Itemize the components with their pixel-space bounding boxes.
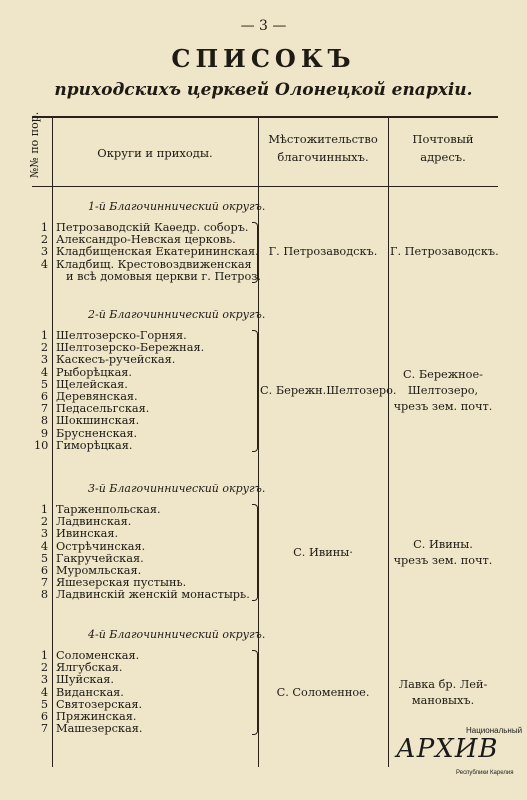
parish-name: Шуйская. (56, 673, 114, 687)
parish-name: Гиморѣцкая. (56, 438, 133, 452)
district-residence: С. Ивины· (293, 545, 353, 559)
watermark-main: АРХИВ (396, 734, 499, 764)
district-post-address (390, 367, 496, 415)
parish-name: Щелейская. (56, 377, 128, 391)
header-post: Почтовый адресъ. (412, 132, 474, 164)
parish-name: Тарженпольская. (56, 503, 161, 516)
watermark-bottom: Республики Карелия (456, 770, 514, 776)
col-divider-2 (258, 117, 259, 767)
parish-number: 3 (40, 527, 48, 541)
district-brace (252, 504, 258, 601)
post-address-line: С. Ивины. (413, 537, 473, 551)
parish-number: 10 (34, 438, 49, 452)
parish-name: Рыборѣцкая. (56, 365, 133, 379)
district-residence: Г. Петрозаводскъ. (268, 245, 378, 259)
parish-number: 2 (40, 341, 48, 355)
parish-number: 5 (40, 551, 48, 565)
post-address-line: Лавка бр. Лей- (398, 677, 488, 691)
post-address-line: чрезъ зем. почт. (393, 399, 493, 413)
parish-name: Шелтозерско-Горняя. (56, 329, 187, 342)
col-divider-1 (52, 117, 53, 767)
parish-name: Ялгубская. (56, 661, 123, 675)
parish-name: Петрозаводскій Каѳедр. соборъ. (56, 221, 249, 234)
parish-number: 2 (40, 233, 48, 247)
parish-name: Педасельгская. (56, 402, 150, 416)
watermark-top: Национальный (466, 726, 523, 735)
district-brace (252, 330, 258, 452)
page-number: — 3 — (240, 18, 287, 34)
parish-number: 2 (40, 515, 48, 529)
document-title: СПИСОКЪ (171, 44, 356, 73)
parish-name: Ивинская. (56, 527, 119, 541)
parish-name: Соломенская. (56, 649, 140, 662)
table-header-rule (32, 186, 498, 187)
post-address-line: Шелтозеро, (407, 383, 479, 397)
district-post-address (390, 537, 496, 569)
parish-number: 1 (40, 503, 48, 516)
parish-number: 6 (40, 710, 48, 723)
parish-number: 3 (40, 673, 48, 687)
parish-number: 7 (40, 402, 48, 416)
parish-number: 7 (40, 722, 48, 736)
parish-name: Шелтозерско-Бережная. (56, 341, 205, 355)
header-parishes: Округи и приходы. (97, 146, 213, 160)
parish-name: Виданская. (56, 685, 124, 699)
parish-name: Шокшинская. (56, 414, 140, 428)
parish-number: 7 (40, 576, 48, 590)
parish-number: 4 (40, 365, 48, 379)
header-number: №№ по пор. (28, 111, 41, 178)
post-address-line: мановыхъ. (411, 693, 475, 707)
post-address-line: Г. Петрозаводскъ. (390, 245, 499, 259)
parish-number: 3 (40, 245, 48, 259)
parish-number: 5 (40, 377, 48, 391)
table-top-rule (32, 116, 498, 118)
district-residence: С. Соломенное. (276, 685, 370, 699)
district-heading: 3-й Благочиннический округъ. (88, 482, 266, 495)
district-heading: 4-й Благочиннический округъ. (88, 628, 266, 641)
post-address-line: чрезъ зем. почт. (393, 553, 493, 567)
district-brace (252, 222, 258, 283)
parish-name: Гакручейская. (56, 551, 144, 565)
district-post-address (390, 677, 496, 709)
parish-name: Муромльская. (56, 564, 142, 577)
district-post-address (390, 244, 499, 260)
parish-name: Кладбищенская Екатерининская. (56, 245, 259, 259)
parish-name: Александро-Невская церковь. (56, 233, 236, 247)
parish-name: Святозерская. (56, 697, 143, 711)
parish-name: Ладвинская. (56, 515, 132, 529)
district-heading: 2-й Благочиннический округъ. (88, 308, 266, 321)
parish-number: 6 (40, 564, 48, 577)
parish-number: 3 (40, 353, 48, 367)
parish-name: Брусненская. (56, 426, 138, 440)
parish-number: 8 (40, 588, 48, 602)
parish-name: Пряжинская. (56, 710, 137, 723)
parish-number: 1 (40, 649, 48, 662)
document-subtitle: приходскихъ церквей Олонецкой епархіи. (54, 80, 473, 100)
parish-name: и всѣ домовыя церкви г. Петроз. (66, 269, 262, 283)
district-residence: С. Бережн.Шелтозеро. (260, 383, 397, 397)
parish-number: 4 (40, 685, 48, 699)
parish-number: 1 (40, 329, 48, 342)
parish-number: 9 (40, 426, 48, 440)
header-residence: Мѣстожительство благочинныхъ. (268, 132, 378, 164)
district-brace (252, 650, 258, 735)
parish-name: Острѣчинская. (56, 539, 146, 553)
parish-number: 6 (40, 390, 48, 403)
parish-number: 4 (40, 539, 48, 553)
parish-name: Яшезерская пустынь. (56, 576, 187, 590)
parish-number: 1 (40, 221, 48, 234)
parish-number: 2 (40, 661, 48, 675)
parish-number: 5 (40, 697, 48, 711)
archive-watermark-logo (386, 722, 523, 788)
col-divider-3 (388, 117, 389, 767)
parish-name: Машезерская. (56, 722, 143, 736)
district-heading: 1-й Благочиннический округъ. (88, 200, 266, 213)
parish-number: 4 (40, 257, 48, 271)
post-address-line: С. Бережное- (403, 367, 483, 381)
parish-name: Каскесъ-ручейская. (56, 353, 176, 367)
parish-name: Деревянская. (56, 390, 138, 403)
parish-name: Кладбищ. Крестовоздвиженская (56, 257, 252, 271)
parish-name: Ладвинскій женскій монастырь. (56, 588, 250, 602)
parish-number: 8 (40, 414, 48, 428)
